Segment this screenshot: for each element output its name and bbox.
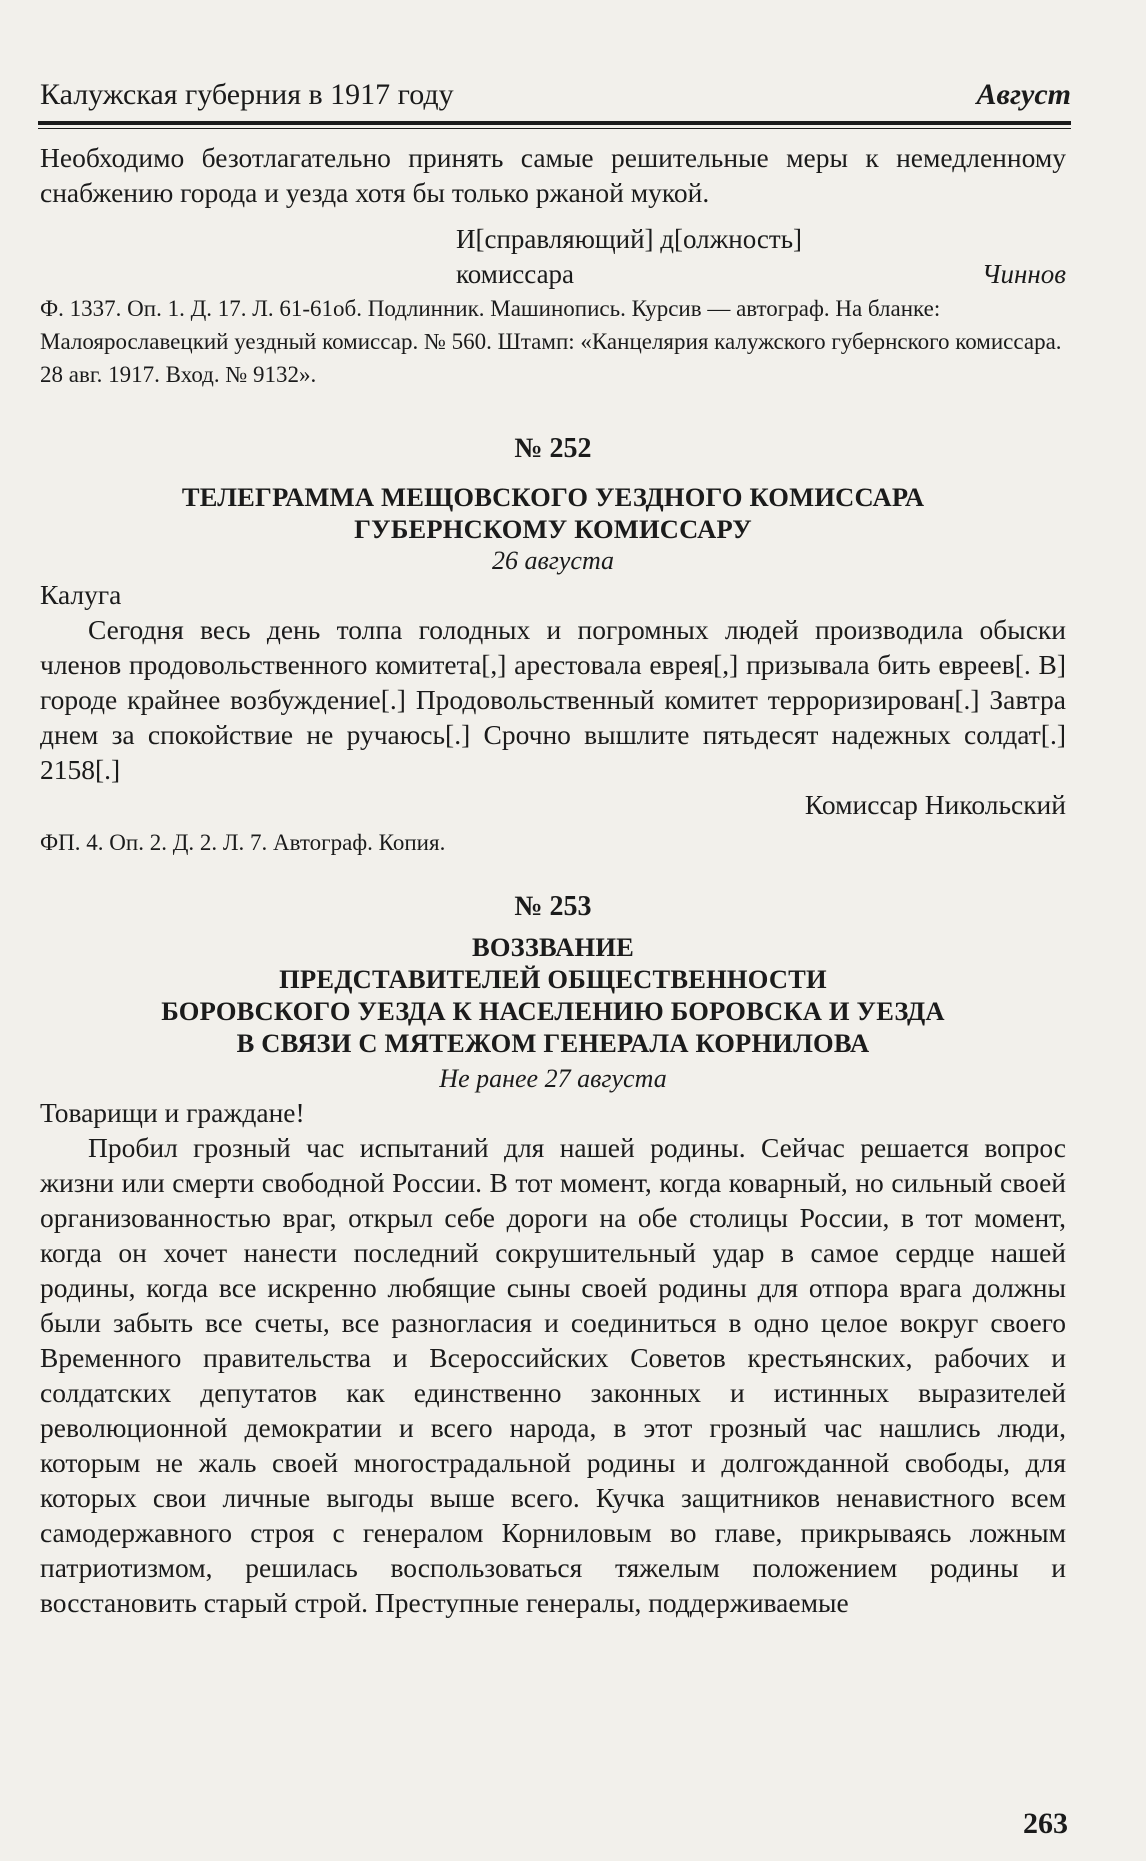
doc-253-title-line: ПРЕДСТАВИТЕЛЕЙ ОБЩЕСТВЕННОСТИ xyxy=(279,964,827,994)
signature-position: комиссара xyxy=(456,259,575,289)
doc-253-greeting: Товарищи и граждане! xyxy=(40,1097,305,1128)
doc-253-date: Не ранее 27 августа xyxy=(439,1064,667,1093)
doc-253-text: Пробил грозный час испытаний для нашей родины. Сейчас решается вопрос жизни или смерти свободной России. В тот момент, когда коварный, но сильный своей организованностью враг, открыл себе дороги на обе столицы России, в тот момент, когда он хочет нанести последний сокрушительный удар в самое сердце нашей родины, когда все искренно любящие сыны своей родины для отпора врага должны были забыть все счеты, все разногласия и соединиться в одно целое вокруг своего Временного правительства и Всероссийских Советов крестьянских, рабочих и солдатских депутатов как единственно законных и истинных выразителей революционной демократии и всего народа, в этот грозный час нашлись люди, которым не жаль своей многострадальной родины и долгожданной свободы, для которых свои личные выгоды выше всего. Кучка защитников ненавистного всем самодержавного строя с генералом Корниловым во главе, прикрываясь ложным патриотизмом, решилась воспользоваться тяжелым положением родины и восстановить старый строй. Преступные генералы, поддерживаемые xyxy=(40,1132,1066,1618)
doc-252-source: ФП. 4. Оп. 2. Д. 2. Л. 7. Автограф. Копия. xyxy=(40,830,446,855)
doc-252-text: Сегодня весь день толпа голодных и погромных людей производила обыски членов продовольственного комитета[,] арестовала еврея[,] призывала бить евреев[. В] городе крайнее возбуждение[.] Продовольственный комитет терроризирован[.] Завтра днем за спокойствие не ручаюсь[.] Срочно вышлите пятьдесят надежных солдат[.] 2158[.] xyxy=(40,614,1066,785)
header-month: Август xyxy=(976,78,1071,111)
header-rule xyxy=(38,121,1071,125)
doc-252-title: ТЕЛЕГРАММА МЕЩОВСКОГО УЕЗДНОГО КОМИССАРА ГУБЕРНСКОМУ КОМИССАРУ xyxy=(181,482,925,544)
signature-title: И[справляющий] д[олжность] xyxy=(456,224,803,254)
running-header xyxy=(40,78,1071,112)
doc-252-place: Калуга xyxy=(40,579,122,610)
doc-253-number: № 253 xyxy=(514,891,592,922)
doc-253-title xyxy=(40,931,1066,1059)
doc-253-title-line: БОРОВСКОГО УЕЗДА К НАСЕЛЕНИЮ БОРОВСКА И УЕЗДА xyxy=(161,996,945,1026)
page-number: 263 xyxy=(1023,1807,1068,1840)
prev-doc-signature xyxy=(456,222,1066,292)
header-rule-thin xyxy=(38,128,1071,129)
page-content xyxy=(40,140,1066,1620)
prev-doc-text: Необходимо безотлагательно принять самые решительные меры к немедленному снабжению города и уезда хотя бы только ржаной мукой. xyxy=(40,142,1066,208)
doc-253-title-line: ВОЗЗВАНИЕ xyxy=(471,932,635,962)
doc-252-number: № 252 xyxy=(514,433,592,464)
signature-name: Чиннов xyxy=(981,259,1066,289)
doc-253-title-line: В СВЯЗИ С МЯТЕЖОМ ГЕНЕРАЛА КОРНИЛОВА xyxy=(236,1028,870,1058)
doc-252-date: 26 августа xyxy=(491,546,615,575)
prev-doc-source: Ф. 1337. Оп. 1. Д. 17. Л. 61-61об. Подлинник. Машинопись. Курсив — автограф. На бланке: Малоярославецкий уездный комиссар. № 560. Штамп: «Канцелярия калужского губернского комиссара. 28 авг. 1917. Вход. № 9132». xyxy=(40,296,1062,387)
header-title: Калужская губерния в 1917 году xyxy=(40,78,454,111)
doc-252-signer: Комиссар Никольский xyxy=(804,789,1066,820)
